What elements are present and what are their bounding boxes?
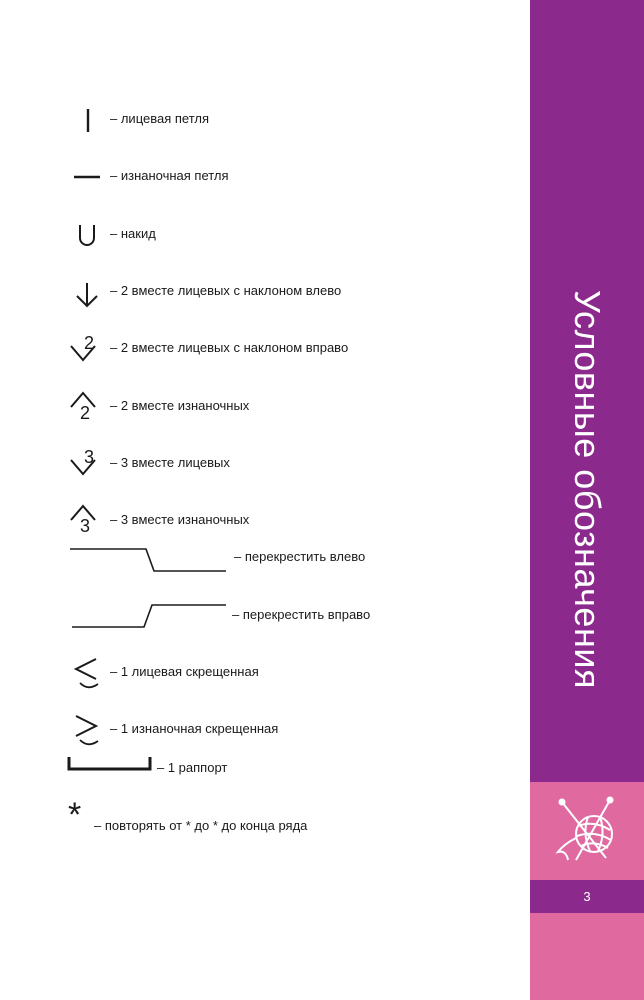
- purl-stitch-icon: [72, 170, 104, 184]
- k3tog-icon: [68, 444, 108, 480]
- legend-label: – 3 вместе лицевых: [110, 455, 230, 470]
- k2tog-left-icon: [72, 280, 102, 310]
- asterisk-glyph: *: [68, 796, 82, 834]
- yarn-ball-icon: [548, 790, 628, 870]
- p2tog-glyph: 2: [80, 403, 91, 423]
- cross-right-icon: [70, 601, 232, 633]
- legend-label: – 1 раппорт: [157, 760, 228, 775]
- legend-label: – повторять от * до * до конца ряда: [94, 818, 308, 833]
- sidebar: [530, 0, 644, 1000]
- legend-label: – накид: [110, 226, 156, 241]
- legend-label: – 2 вместе изнаночных: [110, 398, 250, 413]
- cross-left-icon: [68, 543, 230, 575]
- k2tog-right-icon: [68, 330, 108, 366]
- k2tog-right-glyph: 2: [84, 333, 95, 353]
- p3tog-glyph: 3: [80, 516, 91, 536]
- p2tog-icon: [68, 387, 108, 423]
- k3tog-glyph: 3: [84, 447, 95, 467]
- legend-label: – 1 лицевая скрещенная: [110, 664, 259, 679]
- legend-label: – 2 вместе лицевых с наклоном влево: [110, 283, 342, 298]
- sidebar-title: Условные обозначения: [567, 290, 608, 689]
- legend-label: – лицевая петля: [110, 111, 209, 126]
- legend-label: – 2 вместе лицевых с наклоном вправо: [110, 340, 349, 355]
- knit-stitch-icon: [78, 106, 98, 134]
- legend-label: – изнаночная петля: [110, 168, 229, 183]
- legend-label: – перекрестить вправо: [232, 607, 371, 622]
- twisted-purl-icon: [70, 712, 106, 750]
- sidebar-bottom-band: [530, 913, 644, 1000]
- legend-label: – 1 изнаночная скрещенная: [110, 721, 279, 736]
- repeat-bracket-icon: [66, 755, 156, 775]
- page-number: 3: [583, 889, 591, 904]
- twisted-knit-icon: [70, 655, 106, 693]
- legend-label: – 3 вместе изнаночных: [110, 512, 250, 527]
- p3tog-icon: [68, 500, 108, 536]
- legend-label: – перекрестить влево: [234, 549, 366, 564]
- yarn-over-icon: [74, 222, 100, 250]
